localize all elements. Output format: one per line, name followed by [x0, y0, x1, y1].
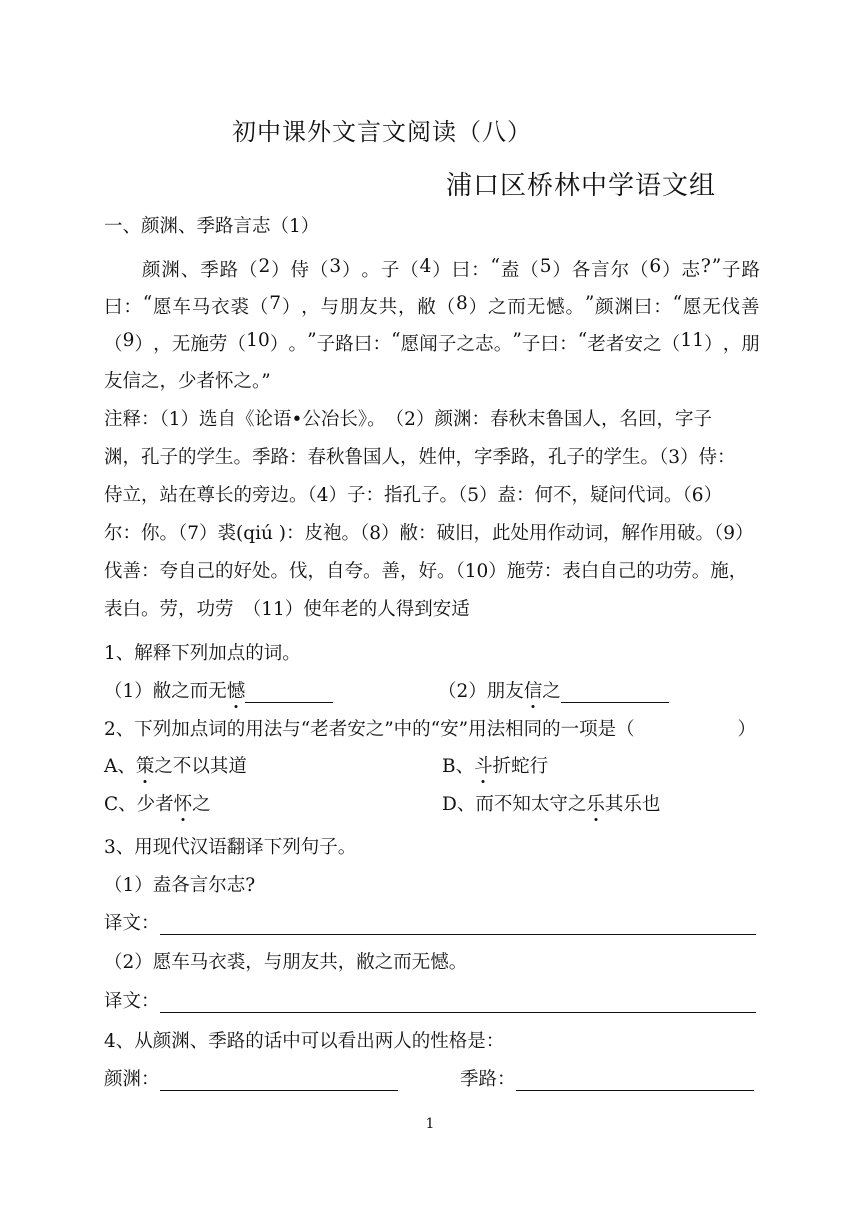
- question-2-options-row: [104, 752, 760, 778]
- question-1-prompt: 1、解释下列加点的词。: [104, 643, 301, 664]
- question-3-prompt: 3、用现代汉语翻译下列句子。: [104, 837, 357, 858]
- question-1-item-2: （2）朋友信之: [438, 677, 669, 703]
- option-c[interactable]: C、少者怀之: [104, 794, 211, 815]
- answer-blank-yanyuan[interactable]: [160, 1069, 398, 1091]
- translation-blank[interactable]: [160, 913, 756, 935]
- answer-blank-jilu[interactable]: [516, 1069, 754, 1091]
- character-answers-row: 颜渊： 季路：: [104, 1065, 760, 1091]
- author-line: 浦口区桥林中学语文组: [446, 171, 717, 201]
- option-d[interactable]: D、而不知太守之乐其乐也: [442, 794, 661, 815]
- dotted-word: 憾: [226, 681, 246, 702]
- answer-blank[interactable]: [561, 681, 669, 703]
- translation-blank[interactable]: [160, 991, 756, 1013]
- notes-line: 注释：（1）选自《论语•公冶长》。 （2）颜渊：春秋末鲁国人，名回，字子: [104, 409, 712, 430]
- question-2-prompt: 2、下列加点词的用法与“老者安之”中的“安”用法相同的一项是（ ）: [104, 719, 756, 740]
- translation-row-2: 译文：: [104, 987, 760, 1013]
- notes-line: 渊，孔子的学生。季路：春秋鲁国人，姓仲，字季路，孔子的学生。（3）侍：: [104, 447, 736, 468]
- notes-line: 伐善：夸自己的好处。伐，自夸。善，好。（10）施劳：表白自己的功劳。施，: [104, 561, 748, 582]
- answer-blank[interactable]: [245, 681, 333, 703]
- question-3-sentence-1: （1）盍各言尔志?: [104, 875, 256, 896]
- notes-line: 表白。劳，功劳 （11）使年老的人得到安适: [104, 599, 470, 620]
- section-heading: 一、颜渊、季路言志（1）: [104, 216, 320, 237]
- question-1-item-1: （1）敝之而无憾: [104, 681, 246, 702]
- question-3-sentence-2: （2）愿车马衣裘，与朋友共，敝之而无憾。: [104, 952, 468, 973]
- question-4-prompt: 4、从颜渊、季路的话中可以看出两人的性格是：: [104, 1031, 505, 1052]
- question-1-items: [104, 677, 760, 703]
- passage-line: 曰 ： “ 愿 车 马 衣 裘 （ 7 ） ， 与 朋 友 共 ， 敝 （ 8 ） 之 而 无 憾 。 ” 颜 渊 曰 ： “ 愿 无 伐 善: [104, 293, 760, 318]
- translation-row-1: 译文：: [104, 909, 760, 935]
- passage-line: 友信之，少者怀之。”: [104, 371, 271, 392]
- document-title: 初中课外文言文阅读（八）: [232, 118, 532, 146]
- notes-line: 侍立，站在尊长的旁边。（4）子：指孔子。（5）盍：何不，疑问代词。（6）: [104, 485, 723, 506]
- notes-line: 尔：你。（7）裘(qiú )：皮袍。（8）敝：破旧，此处用作动词，解作用破。（9）: [104, 523, 754, 544]
- passage-line: 颜 渊 、 季 路 （ 2 ） 侍 （ 3 ） 。 子 （ 4 ） 曰 ： “ 盍 （ 5 ） 各 言 尔 （ 6 ） 志 ? ” 子 路: [142, 256, 760, 281]
- passage-line: （ 9 ） ， 无 施 劳 （ 1 0 ） 。 ” 子 路 曰 ： “ 愿 闻 子 之 志 。 ” 子 曰 ： “ 老 者 安 之 （ 1 1 ） ， 朋: [104, 330, 760, 355]
- dotted-word: 信: [523, 681, 543, 702]
- option-b[interactable]: B、斗折蛇行: [442, 756, 549, 777]
- page-number: 1: [425, 1116, 435, 1132]
- question-2-options-row: [104, 790, 760, 816]
- option-a[interactable]: A、策之不以其道: [104, 756, 247, 777]
